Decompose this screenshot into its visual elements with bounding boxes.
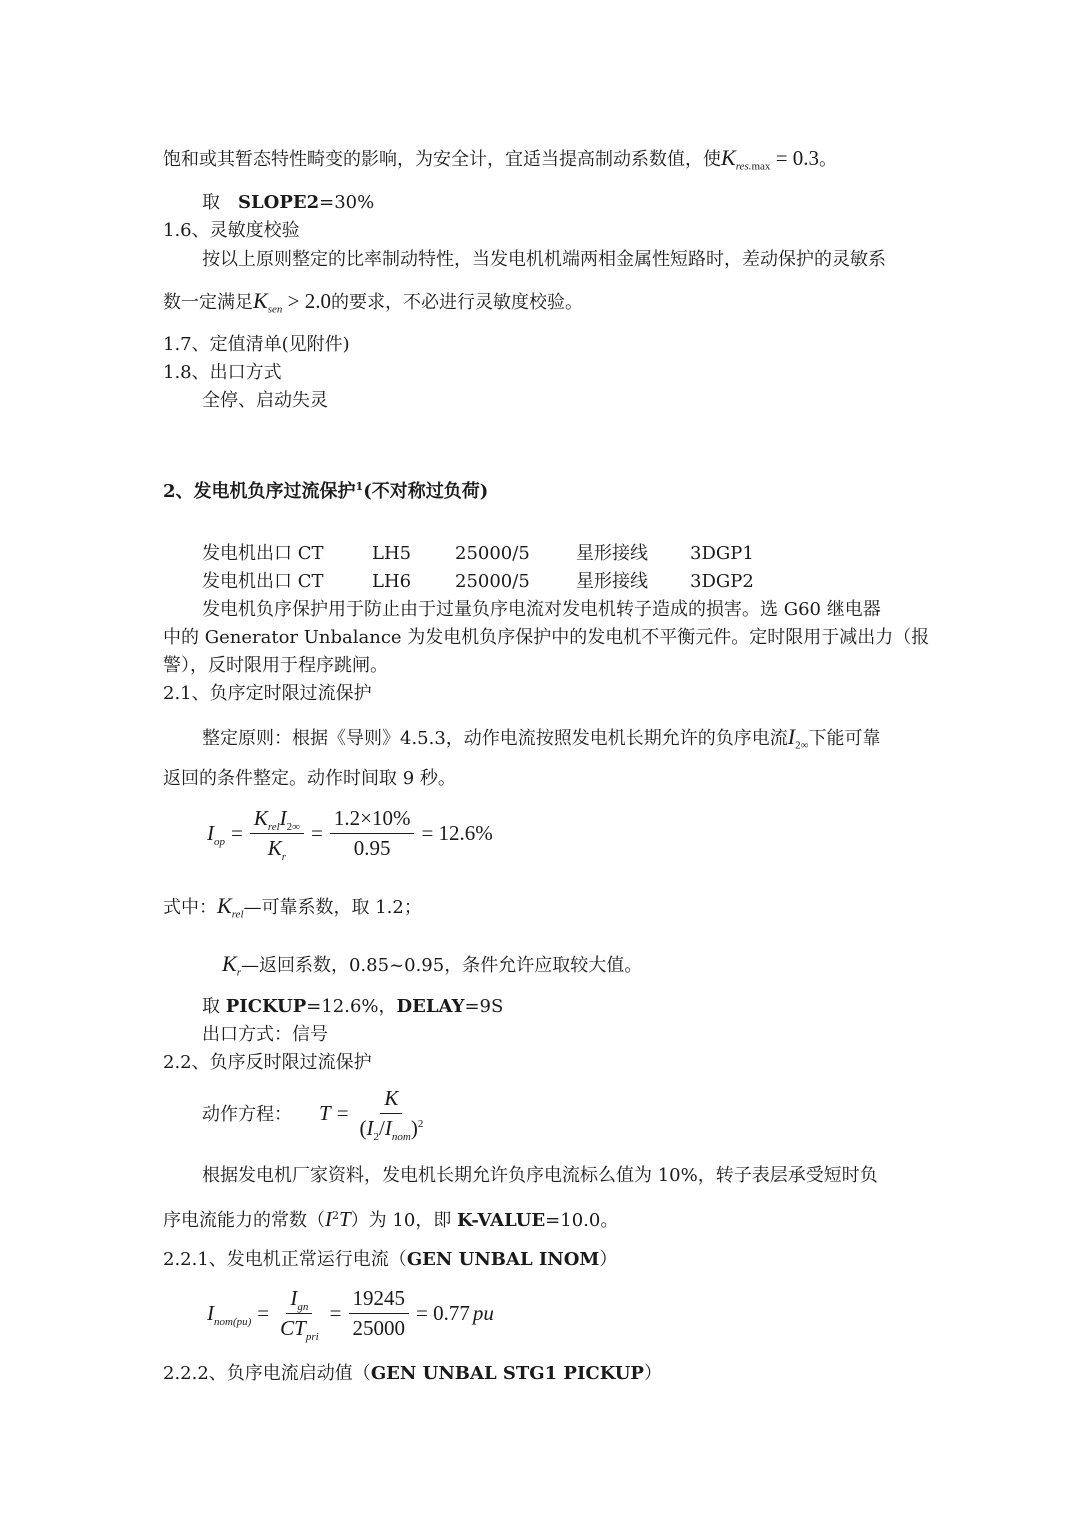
section-1-7-heading: 1.7、定值清单(见附件) xyxy=(163,334,350,355)
fraction-krel-kr: $\frac{K_{rel}I_{2\infty}}{K_r}$ xyxy=(250,806,304,861)
ct-row-wiring: 星形接线 xyxy=(576,571,648,592)
ct-row-device: 3DGP2 xyxy=(690,571,754,592)
s22-para-1: 根据发电机厂家资料，发电机长期允许负序电流标么值为 10%，转子表层承受短时负 xyxy=(202,1165,878,1186)
equation-iop: $I_{op}$ = $\frac{K_{rel}I_{2\infty}}{K_r}$ = $\frac{1.2\times 10\%}{0.95}$ = 12.6% xyxy=(207,806,493,864)
intro-line-1: 发电机负序保护用于防止由于过量负序电流对发电机转子造成的损害。选 G60 继电器 xyxy=(202,599,881,620)
where-kr-line: $K_r—$返回系数，0.85~0.95，条件允许应取较大值。 xyxy=(222,951,643,979)
fraction-19245-25000: $\frac{19245}{25000}$ xyxy=(349,1286,410,1341)
ct-row-wiring: 星形接线 xyxy=(576,543,648,564)
slope2-line: 取 SLOPE2=30% xyxy=(202,192,375,213)
section-2-2-1-heading: 2.2.1、发电机正常运行电流（GEN UNBAL INOM） xyxy=(163,1249,618,1270)
section-1-6-heading: 1.6、灵敏度校验 xyxy=(163,220,300,241)
ct-row-name: 发电机出口 CT xyxy=(202,543,324,564)
section-2-2-2-heading: 2.2.2、负序电流启动值（GEN UNBAL STG1 PICKUP） xyxy=(163,1363,662,1384)
fraction-ign-ct: $\frac{I_{gn}}{CT_{pri}}$ xyxy=(280,1286,319,1344)
section-2-heading: 2、发电机负序过流保护$^1$(不对称过负荷) xyxy=(163,480,489,502)
s22-para-2: 序电流能力的常数$(I^2T)$为 10，即 K-VALUE=10.0。 xyxy=(163,1207,619,1231)
section-2-1-heading: 2.1、负序定时限过流保护 xyxy=(163,683,372,704)
fraction-numeric: $\frac{1.2\times 10\%}{0.95}$ xyxy=(330,806,415,861)
ct-row-id: LH5 xyxy=(372,543,412,564)
s21-exit-line: 出口方式：信号 xyxy=(202,1024,328,1045)
ct-row-device: 3DGP1 xyxy=(690,543,754,564)
ct-row-ratio: 25000/5 xyxy=(455,571,530,592)
para-line-4: 按以上原则整定的比率制动特性，当发电机机端两相金属性短路时，差动保护的灵敏系 xyxy=(202,249,886,270)
intro-line-3: 警），反时限用于程序跳闸。 xyxy=(163,655,388,676)
para-line-5: 数一定满足$K_{sen} > 2.0$的要求，不必进行灵敏度校验。 xyxy=(163,288,583,316)
pickup-delay-line: 取 PICKUP=12.6%，DELAY=9S xyxy=(202,996,504,1017)
s21-para-1: 整定原则：根据《导则》4.5.3，动作电流按照发电机长期允许的负序电流$I_{2\infty}$下能可靠 xyxy=(202,724,881,752)
s21-para-2: 返回的条件整定。动作时间取 9 秒。 xyxy=(163,768,456,789)
equation-t: T = $\frac{K}{(I_2/I_{nom})^2}$ xyxy=(316,1086,431,1141)
equation-label: 动作方程： xyxy=(202,1104,292,1125)
section-1-8-heading: 1.8、出口方式 xyxy=(163,362,282,383)
ct-row-id: LH6 xyxy=(372,571,412,592)
equation-inom: $I_{nom(pu)}$ = $\frac{I_{gn}}{CT_{pri}}$ = $\frac{19245}{25000}$ = 0.77 pu xyxy=(207,1286,494,1344)
ct-row-ratio: 25000/5 xyxy=(455,543,530,564)
ct-row-name: 发电机出口 CT xyxy=(202,571,324,592)
fraction-k-i2: $\frac{K}{(I_2/I_{nom})^2}$ xyxy=(359,1086,424,1144)
intro-line-2: 中的 Generator Unbalance 为发电机负序保护中的发电机不平衡元件。定时限用于减出力（报 xyxy=(163,627,930,648)
exit-mode-line: 全停、启动失灵 xyxy=(202,390,328,411)
where-krel-line: 式中：$K_{rel}—$可靠系数，取 1.2； xyxy=(163,893,422,921)
section-2-2-heading: 2.2、负序反时限过流保护 xyxy=(163,1052,372,1073)
para-line-1: 饱和或其暂态特性畸变的影响，为安全计，宜适当提高制动系数值，使$K_{res.max} = 0.3$。 xyxy=(163,145,838,173)
